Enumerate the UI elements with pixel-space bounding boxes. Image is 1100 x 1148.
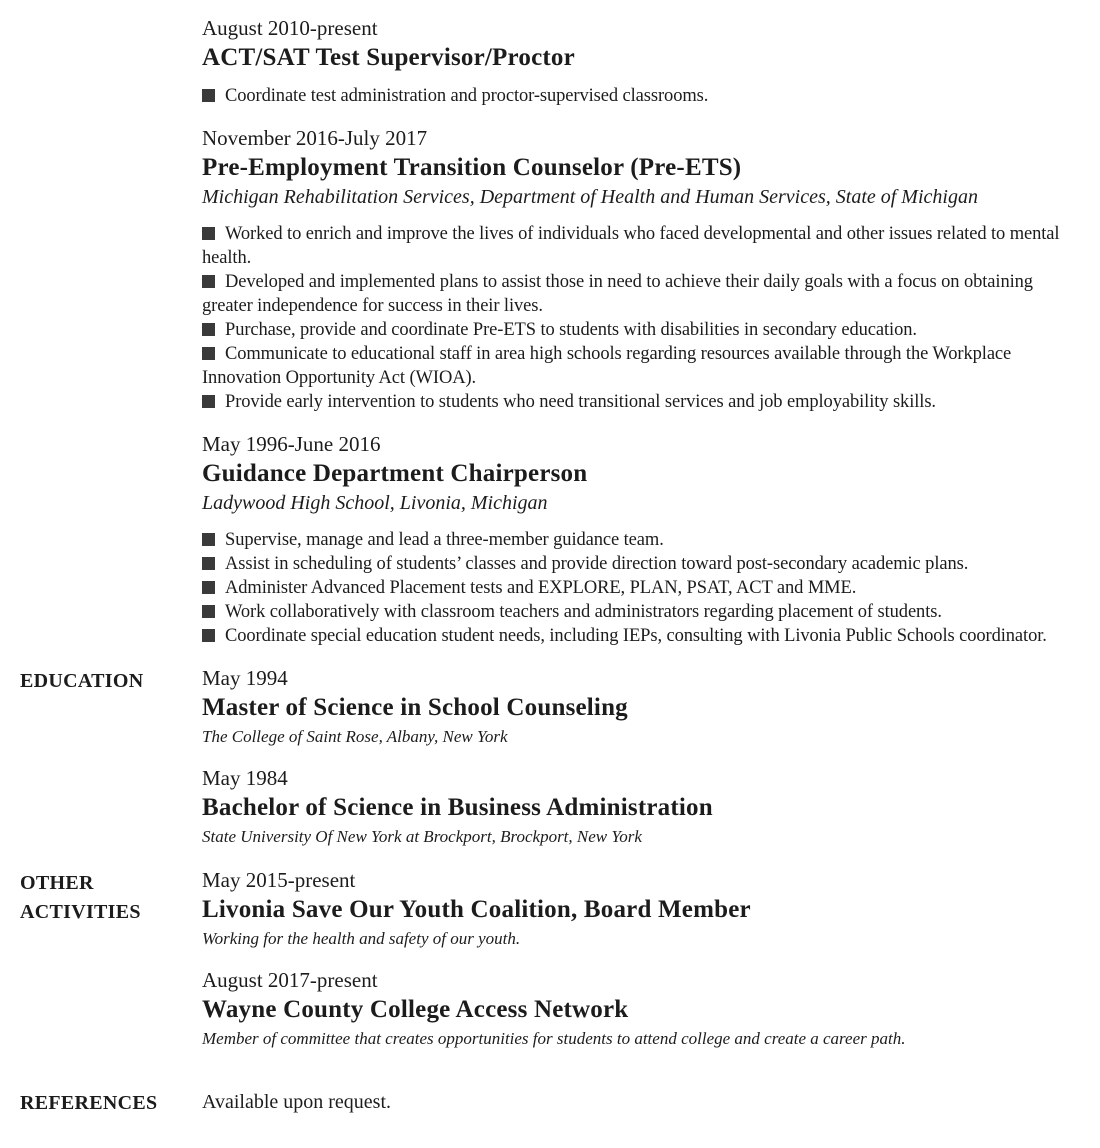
entry-title: Master of Science in School Counseling bbox=[202, 694, 628, 721]
section-label-other-activities: OTHER ACTIVITIES bbox=[20, 872, 141, 923]
entry-institution: The College of Saint Rose, Albany, New York bbox=[202, 727, 508, 746]
bullet-square-icon bbox=[202, 89, 215, 102]
bullet-square-icon bbox=[202, 323, 215, 336]
bullet-item bbox=[202, 390, 1080, 414]
references-note: Available upon request. bbox=[202, 1091, 392, 1113]
bullet-item bbox=[202, 270, 1080, 318]
bullet-square-icon bbox=[202, 395, 215, 408]
entry-title: Pre-Employment Transition Counselor (Pre-ETS) bbox=[202, 154, 742, 181]
bullet-square-icon bbox=[202, 227, 215, 240]
references-section bbox=[20, 1088, 1080, 1118]
references-content bbox=[202, 1088, 1080, 1117]
entry-title: ACT/SAT Test Supervisor/Proctor bbox=[202, 44, 575, 71]
entry-description: Member of committee that creates opportunities for students to attend college and create a career path. bbox=[202, 1029, 906, 1048]
bullet-square-icon bbox=[202, 275, 215, 288]
education-section bbox=[20, 666, 1080, 868]
bullet-list bbox=[202, 222, 1080, 414]
entry-title: Wayne County College Access Network bbox=[202, 996, 629, 1023]
bullet-text: Communicate to educational staff in area high schools regarding resources available through the Workplace Innovation Opportunity Act (WIOA). bbox=[202, 344, 1012, 388]
entry-organization: Ladywood High School, Livonia, Michigan bbox=[202, 492, 548, 514]
bullet-text: Developed and implemented plans to assist those in need to achieve their daily goals with a focus on obtaining greater independence for success in their lives. bbox=[202, 272, 1033, 316]
bullet-item bbox=[202, 84, 1080, 108]
bullet-text: Work collaboratively with classroom teachers and administrators regarding placement of students. bbox=[225, 602, 942, 622]
bullet-item bbox=[202, 528, 1080, 552]
bullet-square-icon bbox=[202, 581, 215, 594]
entry-description: Working for the health and safety of our youth. bbox=[202, 929, 521, 948]
entry-date: May 1984 bbox=[202, 766, 288, 790]
section-label-experience bbox=[20, 16, 202, 17]
bullet-text: Provide early intervention to students who need transitional services and job employability skills. bbox=[225, 392, 936, 412]
bullet-text: Worked to enrich and improve the lives of individuals who faced developmental and other issues related to mental health. bbox=[202, 224, 1060, 268]
entry-title: Bachelor of Science in Business Administration bbox=[202, 794, 713, 821]
bullet-item bbox=[202, 624, 1080, 648]
bullet-square-icon bbox=[202, 557, 215, 570]
section-label-education: EDUCATION bbox=[20, 670, 144, 692]
bullet-text: Supervise, manage and lead a three-member guidance team. bbox=[225, 530, 664, 550]
bullet-square-icon bbox=[202, 533, 215, 546]
entry-date: May 2015-present bbox=[202, 868, 356, 892]
education-entry-bachelors bbox=[202, 766, 1080, 848]
bullet-item bbox=[202, 342, 1080, 390]
bullet-text: Purchase, provide and coordinate Pre-ETS to students with disabilities in secondary education. bbox=[225, 320, 917, 340]
entry-institution: State University Of New York at Brockport, Brockport, New York bbox=[202, 827, 642, 846]
bullet-square-icon bbox=[202, 605, 215, 618]
bullet-list bbox=[202, 84, 1080, 108]
entry-date: August 2017-present bbox=[202, 968, 378, 992]
bullet-item bbox=[202, 576, 1080, 600]
bullet-text: Coordinate special education student needs, including IEPs, consulting with Livonia Public Schools coordinator. bbox=[225, 626, 1047, 646]
other-activities-content bbox=[202, 868, 1080, 1088]
bullet-square-icon bbox=[202, 629, 215, 642]
bullet-item bbox=[202, 552, 1080, 576]
entry-date: May 1996-June 2016 bbox=[202, 432, 381, 456]
bullet-text: Coordinate test administration and proctor-supervised classrooms. bbox=[225, 86, 709, 106]
experience-content bbox=[202, 16, 1080, 666]
entry-organization: Michigan Rehabilitation Services, Department of Health and Human Services, State of Michigan bbox=[202, 186, 978, 208]
experience-section bbox=[20, 16, 1080, 666]
activity-entry-network bbox=[202, 968, 1080, 1050]
entry-date: November 2016-July 2017 bbox=[202, 126, 428, 150]
entry-date: May 1994 bbox=[202, 666, 288, 690]
bullet-square-icon bbox=[202, 347, 215, 360]
education-content bbox=[202, 666, 1080, 868]
bullet-item bbox=[202, 600, 1080, 624]
activity-entry-coalition bbox=[202, 868, 1080, 950]
entry-title: Guidance Department Chairperson bbox=[202, 460, 588, 487]
bullet-text: Assist in scheduling of students’ classes and provide direction toward post-secondary academic plans. bbox=[225, 554, 969, 574]
bullet-item bbox=[202, 222, 1080, 270]
experience-entry-guidance bbox=[202, 432, 1080, 648]
bullet-list bbox=[202, 528, 1080, 648]
section-label-references: REFERENCES bbox=[20, 1092, 158, 1114]
experience-entry-pre-ets bbox=[202, 126, 1080, 414]
bullet-item bbox=[202, 318, 1080, 342]
experience-entry-proctor bbox=[202, 16, 1080, 108]
resume-document bbox=[20, 16, 1080, 1118]
bullet-text: Administer Advanced Placement tests and EXPLORE, PLAN, PSAT, ACT and MME. bbox=[225, 578, 857, 598]
entry-title: Livonia Save Our Youth Coalition, Board Member bbox=[202, 896, 751, 923]
entry-date: August 2010-present bbox=[202, 16, 378, 40]
education-entry-masters bbox=[202, 666, 1080, 748]
other-activities-section bbox=[20, 868, 1080, 1088]
